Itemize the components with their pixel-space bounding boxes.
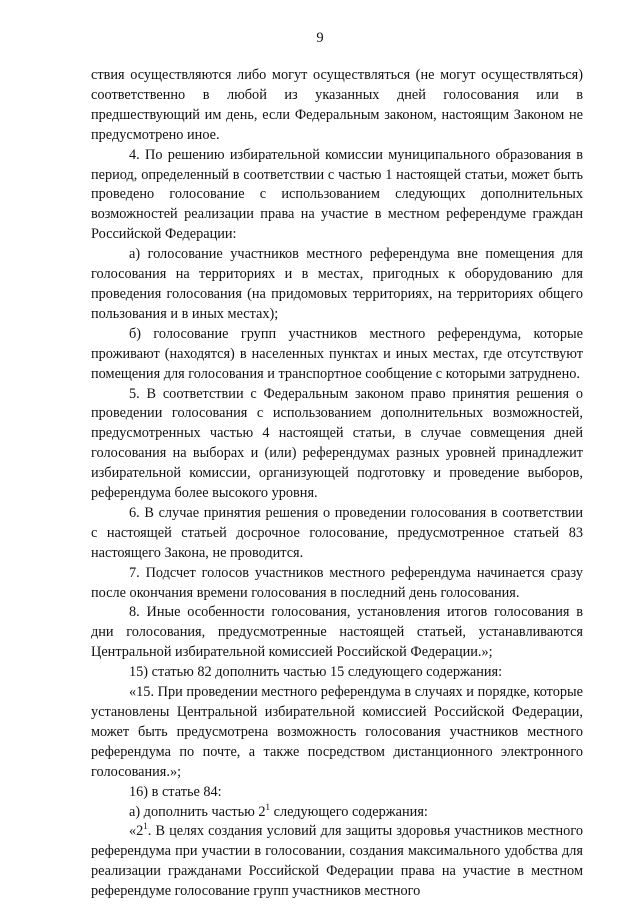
paragraph-continuation: ствия осуществляются либо могут осуществляться (не могут осуществляться) соответственно в любой из указанных дней голосования или в предшествующий им день, если Федеральным законом, настоящим Законом не предусмотрено иное. bbox=[91, 67, 583, 143]
paragraph-amendment-16-a bbox=[91, 803, 583, 823]
text-segment: «2 bbox=[129, 823, 144, 840]
paragraph-item-8: 8. Иные особенности голосования, установления итогов голосования в дни голосования, предусмотренные настоящей статьей, устанавливаются Центральной избирательной комиссией Российской Федерации.»; bbox=[91, 604, 583, 661]
superscript: 1 bbox=[143, 821, 148, 832]
paragraph-quote-2-1 bbox=[91, 822, 583, 902]
paragraph-item-7: 7. Подсчет голосов участников местного референдума начинается сразу после окончания времени голосования в последний день голосования. bbox=[91, 564, 583, 601]
paragraph-item-4: 4. По решению избирательной комиссии муниципального образования в период, определенный в соответствии с частью 1 настоящей статьи, может быть проведено голосование с использованием следующих дополнительных возможностей реализации права на участие в местном референдуме граждан Российской Федерации: bbox=[91, 146, 583, 243]
page-number: 9 bbox=[316, 30, 324, 46]
paragraph-item-6: 6. В случае принятия решения о проведении голосования в соответствии с настоящей статьей досрочное голосование, предусмотренное статьей 83 настоящего Закона, не проводится. bbox=[91, 504, 583, 561]
superscript: 1 bbox=[265, 801, 271, 812]
paragraph-amendment-15: 15) статью 82 дополнить частью 15 следующего содержания: bbox=[129, 664, 503, 681]
text-segment: . В целях создания условий для защиты здоровья участников местного референдума при участии в голосовании, создания максимального удобства для реализации гражданами Российской Федерации права на участие в местном референдуме голосование групп участников местного bbox=[91, 823, 583, 900]
document-body bbox=[91, 66, 583, 902]
paragraph-subitem-b: б) голосование групп участников местного референдума, которые проживают (находятся) в населенных пунктах и иных местах, где отсутствуют помещения для голосования и транспортное сообщение с которыми затруднено. bbox=[91, 325, 583, 382]
text-segment: а) дополнить частью 2 bbox=[129, 803, 266, 820]
paragraph-subitem-a: а) голосование участников местного референдума вне помещения для голосования на территориях и в местах, пригодных к оборудованию для проведения голосования (на придомовых территориях, на территориях общего пользования и в иных местах); bbox=[91, 246, 583, 322]
paragraph-item-5: 5. В соответствии с Федеральным законом право принятия решения о проведении голосования с использованием дополнительных возможностей, предусмотренных частью 4 настоящей статьи, в случае совмещения дней голосования на выборах и (или) референдумах разных уровней принадлежит избирательной комиссии, организующей подготовку и проведение выборов, референдума более высокого уровня. bbox=[91, 385, 583, 502]
paragraph-quote-15: «15. При проведении местного референдума в случаях и порядке, которые установлены Центральной избирательной комиссией Российской Федерации, может быть предусмотрена возможность голосования участников местного референдума по почте, а также посредством дистанционного электронного голосования.»; bbox=[91, 684, 583, 780]
paragraph-amendment-16: 16) в статье 84: bbox=[129, 783, 222, 800]
text-segment: следующего содержания: bbox=[270, 803, 428, 820]
